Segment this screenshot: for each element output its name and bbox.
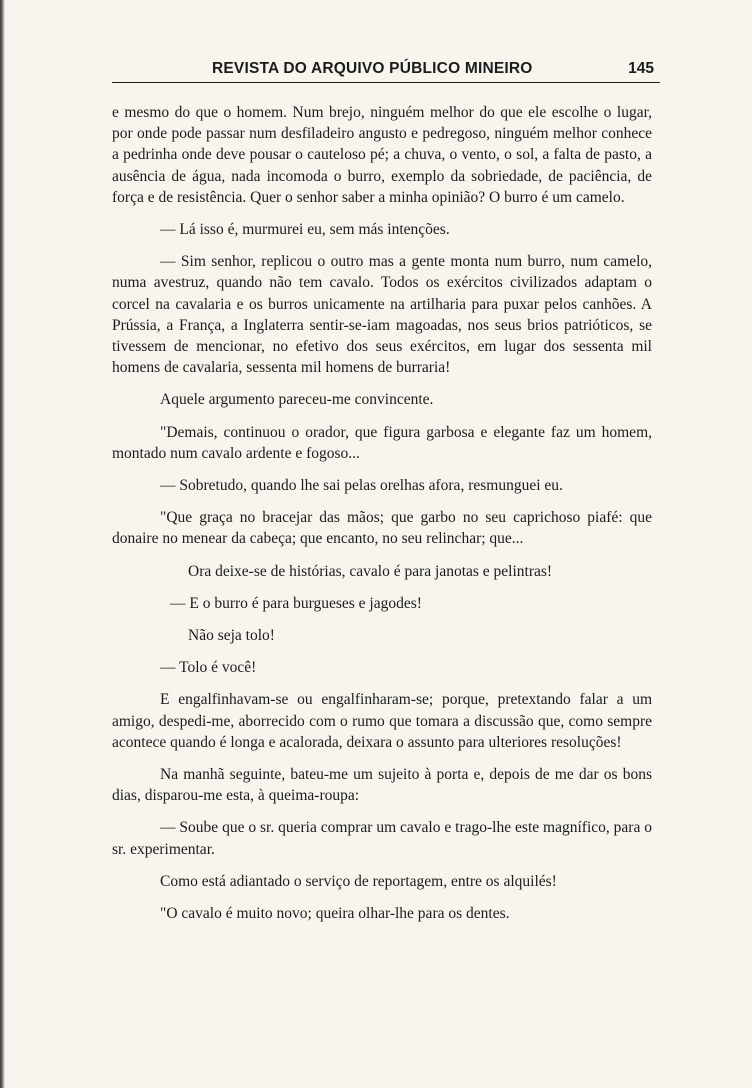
- journal-title: REVISTA DO ARQUIVO PÚBLICO MINEIRO: [212, 60, 533, 77]
- paragraph-14: — Soube que o sr. queria comprar um cavalo e trago-lhe este magnífico, para o sr. experimentar.: [112, 819, 652, 858]
- paragraph-2: — Lá isso é, murmurei eu, sem más intenções.: [160, 221, 450, 239]
- paragraph-3: — Sim senhor, replicou o outro mas a gente monta num burro, num camelo, numa avestruz, quando não tem cavalo. Todos os exércitos civilizados adaptam o corcel na cavalaria e os burros unicamente na artilharia para puxar pelos canhões. A Prússia, a França, a Inglaterra sentir-se-iam magoadas, nos seus brios patrióticos, se tivessem de mencionar, no efetivo dos seus exércitos, em lugar dos sessenta mil homens de cavalaria, sessenta mil homens de burraria!: [112, 253, 652, 377]
- paragraph-12: E engalfinhavam-se ou engalfinharam-se; porque, pretextando falar a um amigo, despedi-me, aborrecido com o rumo que tomara a discussão que, como sempre acontece quando é longa e acalorada, deixara o assunto para ulteriores resoluções!: [112, 691, 652, 751]
- running-header: [112, 58, 660, 83]
- paragraph-15: Como está adiantado o serviço de reportagem, entre os alquilés!: [160, 872, 557, 890]
- page-text: [112, 102, 652, 924]
- paragraph-13: Na manhã seguinte, bateu-me um sujeito à porta e, depois de me dar os bons dias, disparou-me esta, à queima-roupa:: [112, 766, 652, 805]
- paragraph-7: "Que graça no bracejar das mãos; que garbo no seu caprichoso piafé: que donaire no menear da cabeça; que encanto, no seu relinchar; que...: [112, 509, 652, 548]
- paragraph-5: "Demais, continuou o orador, que figura garbosa e elegante faz um homem, montado num cavalo ardente e fogoso...: [112, 423, 652, 462]
- paragraph-6: — Sobretudo, quando lhe sai pelas orelhas afora, resmunguei eu.: [160, 477, 563, 495]
- paragraph-4: Aquele argumento pareceu-me convincente.: [160, 391, 434, 409]
- paragraph-9: — E o burro é para burgueses e jagodes!: [170, 594, 422, 612]
- paragraph-10: Não seja tolo!: [188, 627, 275, 645]
- paragraph-11: — Tolo é você!: [160, 659, 257, 677]
- paragraph-8: Ora deixe-se de histórias, cavalo é para janotas e pelintras!: [188, 562, 553, 580]
- paragraph-16: "O cavalo é muito novo; queira olhar-lhe para os dentes.: [160, 905, 510, 923]
- page-number: 145: [628, 60, 654, 77]
- paragraph-1: e mesmo do que o homem. Num brejo, ninguém melhor do que ele escolhe o lugar, por onde pode passar num desfiladeiro angusto e pedregoso, ninguém melhor conhece a pedrinha onde deve pousar o cauteloso pé; a chuva, o vento, o sol, a falta de pasto, a ausência de água, nada incomoda o burro, exemplo da sobriedade, de paciência, de força e de resistência. Quer o senhor saber a minha opinião? O burro é um camelo.: [112, 104, 652, 206]
- page-binding-edge: [0, 0, 5, 1088]
